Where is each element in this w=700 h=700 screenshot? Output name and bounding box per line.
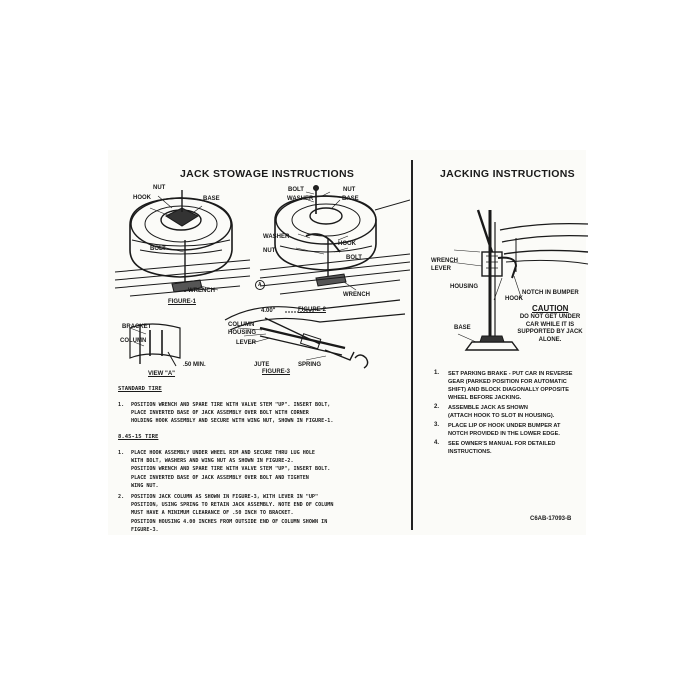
fig2-bolt-label: BOLT xyxy=(288,187,304,193)
fig2-hook-label: HOOK xyxy=(338,241,356,247)
view-a-caption: VIEW "A" xyxy=(148,371,176,377)
standard-tire-step-1-number: 1. xyxy=(118,402,125,408)
jacking-instructions-title: JACKING INSTRUCTIONS xyxy=(440,168,575,180)
hook-label: HOOK xyxy=(505,296,523,302)
figure-3-caption: FIGURE-3 xyxy=(262,369,291,375)
fig2-washer-label-2: WASHER xyxy=(263,234,290,240)
view-a-marker-label: A xyxy=(258,282,262,288)
wrench-label: WRENCH xyxy=(431,258,458,264)
845-tire-step-1-text: PLACE HOOK ASSEMBLY UNDER WHEEL RIM AND SECURE THRU LUG HOLE WITH BOLT, WASHERS AND WING NUT AS SHOWN IN FIGURE-2. POSITION WRENCH AND SPARE TIRE WITH VALVE STEM "UP", INSERT BOLT. PLACE INVERTED BASE OF JACK ASSEMBLY OVER BOLT AND TIGHTEN WING NUT. xyxy=(131,450,331,489)
min-clearance-label: .50 MIN. xyxy=(183,362,206,368)
fig3-housing-label: HOUSING xyxy=(228,330,257,336)
view-a-bracket-drawing xyxy=(130,324,180,366)
fig1-hook-label: HOOK xyxy=(133,195,151,201)
jacking-step-4-number: 4. xyxy=(434,440,440,446)
fig3-column-label: COLUMN xyxy=(228,322,255,328)
lever-label: LEVER xyxy=(431,266,452,272)
jack-stowage-title: JACK STOWAGE INSTRUCTIONS xyxy=(180,168,355,180)
fig1-bolt-label: BOLT xyxy=(150,246,166,252)
fig3-lever-label: LEVER xyxy=(236,340,257,346)
fig2-base-label: BASE xyxy=(342,196,359,202)
jacking-step-1-text: SET PARKING BRAKE - PUT CAR IN REVERSE GEAR (PARKED POSITION FOR AUTOMATIC SHIFT) AND BLOCK DIAGONALLY OPPOSITE WHEEL BEFORE JACKING. xyxy=(448,371,573,401)
fig1-nut-label: NUT xyxy=(153,185,166,191)
fig1-wrench-label: WRENCH xyxy=(188,288,215,294)
jacking-step-2-number: 2. xyxy=(434,404,440,410)
standard-tire-heading: STANDARD TIRE xyxy=(118,386,162,392)
jacking-step-2-text: ASSEMBLE JACK AS SHOWN (ATTACH HOOK TO SLOT IN HOUSING). xyxy=(448,405,555,419)
845-tire-step-2-number: 2. xyxy=(118,494,125,500)
notch-in-bumper-label: NOTCH IN BUMPER xyxy=(522,290,579,296)
fig2-bolt-label-2: BOLT xyxy=(346,255,362,261)
figure-2-caption: FIGURE-2 xyxy=(298,307,327,313)
jack-stowage-figures xyxy=(110,180,410,380)
view-a-column-label: COLUMN xyxy=(120,338,147,344)
fig2-wrench-label: WRENCH xyxy=(343,292,370,298)
845-tire-step-1-number: 1. xyxy=(118,450,125,456)
figure-1-caption: FIGURE-1 xyxy=(168,299,197,305)
standard-tire-step-1-text: POSITION WRENCH AND SPARE TIRE WITH VALVE STEM "UP". INSERT BOLT, PLACE INVERTED BASE OF JACK ASSEMBLY OVER BOLT WITH CORNER HOLDING HOOK ASSEMBLY AND SECURE WITH WING NUT, SHOWN IN FIGURE-1. xyxy=(131,402,334,425)
bracket-label: BRACKET xyxy=(122,324,152,330)
housing-label: HOUSING xyxy=(450,284,479,290)
caution-text: DO NOT GET UNDER CAR WHILE IT IS SUPPORTED BY JACK ALONE. xyxy=(517,314,583,343)
jacking-step-3-text: PLACE LIP OF HOOK UNDER BUMPER AT NOTCH PROVIDED IN THE LOWER EDGE. xyxy=(448,423,561,437)
fig3-spring-label: SPRING xyxy=(298,362,322,368)
fig2-washer-label: WASHER xyxy=(287,196,314,202)
845-tire-heading: 8.45-15 TIRE xyxy=(118,434,159,440)
fig2-nut-label: NUT xyxy=(343,187,356,193)
jacking-step-4-text: SEE OWNER'S MANUAL FOR DETAILED INSTRUCTIONS. xyxy=(448,441,556,455)
column-divider xyxy=(411,160,413,530)
jacking-step-1-number: 1. xyxy=(434,370,440,376)
caution-title: CAUTION xyxy=(532,304,569,313)
base-label: BASE xyxy=(454,325,471,331)
jacking-step-3-number: 3. xyxy=(434,422,440,428)
figure-1-tire-drawing xyxy=(130,190,232,292)
part-number-code: C6AB-17093-B xyxy=(530,516,572,522)
845-tire-step-2-text: POSITION JACK COLUMN AS SHOWN IN FIGURE-3, WITH LEVER IN "UP" POSITION, USING SPRING TO RETAIN JACK ASSEMBLY. NOTE END OF COLUMN MUST HAVE A MINIMUM CLEARANCE OF .50 INCH TO BRACKET. POSITION HOUSING 4.00 INCHES FROM OUTSIDE END OF COLUMN SHOWN IN FIGURE-3. xyxy=(131,494,334,533)
fig3-jute-label: JUTE xyxy=(254,362,270,368)
fig2-nut-label-2: NUT xyxy=(263,248,276,254)
dimension-label: 4.00" xyxy=(261,308,276,314)
fig1-base-label: BASE xyxy=(203,196,220,202)
